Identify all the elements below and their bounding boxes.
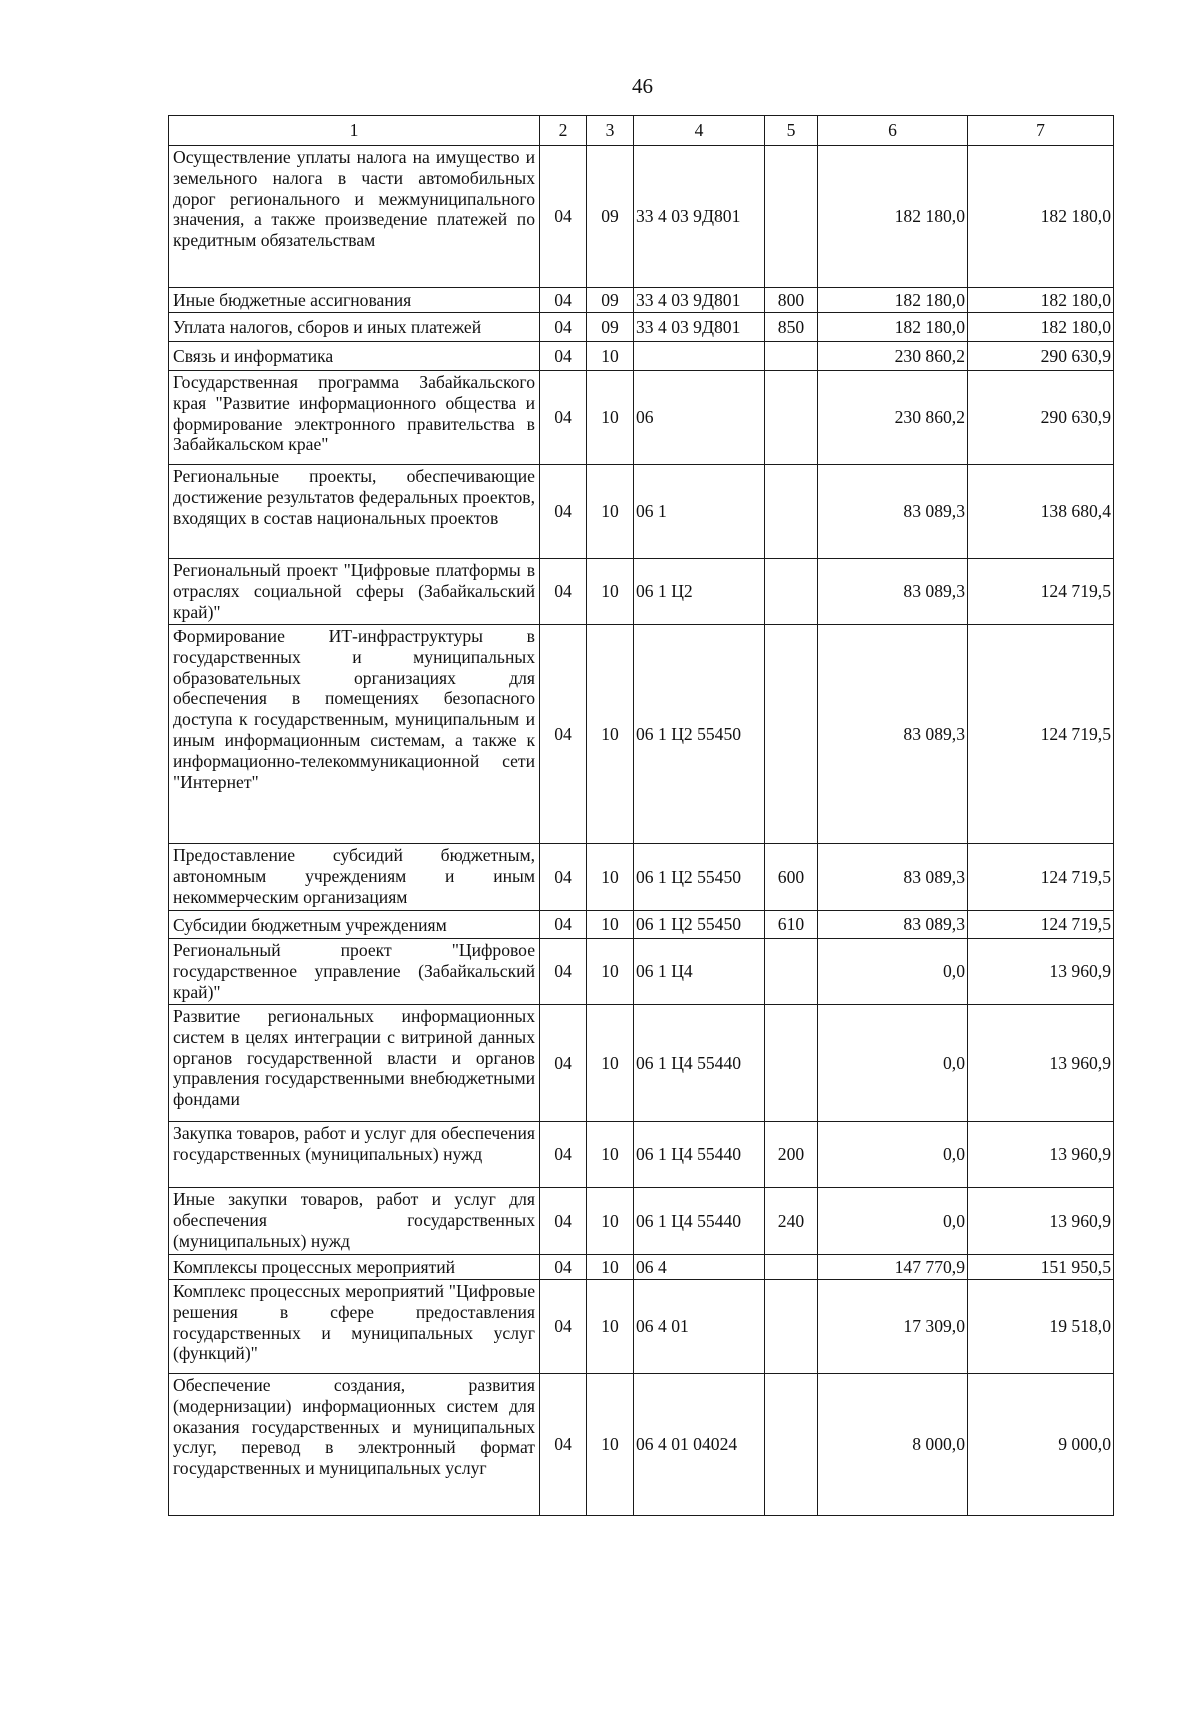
row-amount-col6-cell: 230 860,2 [818,371,968,465]
row-amount-col7-cell: 182 180,0 [968,146,1114,288]
row-section-cell: 04 [540,1005,587,1122]
row-name-cell: Осуществление уплаты налога на имущество и земельного налога в части автомобильных дорог регионального и межмуниципального значения, а также произведение платежей по кредитным обязательствам [169,146,540,288]
row-section-cell: 04 [540,1255,587,1280]
table-row [169,465,1114,559]
row-name-cell: Обеспечение создания, развития (модернизации) информационных систем для оказания государственных и муниципальных услуг, перевод в электронный формат государственных и муниципальных услуг [169,1374,540,1516]
row-section-cell: 04 [540,559,587,625]
row-subsection-cell: 10 [587,465,634,559]
table-row [169,939,1114,1005]
row-amount-col6-cell: 230 860,2 [818,342,968,371]
row-amount-col7-cell: 182 180,0 [968,288,1114,313]
row-name-cell: Субсидии бюджетным учреждениям [169,911,540,939]
row-section-cell: 04 [540,342,587,371]
row-name-cell: Иные закупки товаров, работ и услуг для обеспечения государственных (муниципальных) нужд [169,1188,540,1255]
row-subsection-cell: 10 [587,844,634,911]
table-row [169,1188,1114,1255]
row-subsection-cell: 10 [587,1005,634,1122]
page-number: 46 [632,74,653,98]
table-row [169,1374,1114,1516]
row-subsection-cell: 10 [587,911,634,939]
row-target-code-cell: 06 1 Ц4 55440 [634,1188,765,1255]
table-row [169,313,1114,342]
table-row [169,288,1114,313]
row-subsection-cell: 09 [587,146,634,288]
row-expense-type-cell [765,1280,818,1374]
row-amount-col6-cell: 147 770,9 [818,1255,968,1280]
row-section-cell: 04 [540,313,587,342]
row-amount-col7-cell: 124 719,5 [968,911,1114,939]
row-amount-col7-cell: 13 960,9 [968,1005,1114,1122]
row-expense-type-cell: 800 [765,288,818,313]
row-section-cell: 04 [540,844,587,911]
row-section-cell: 04 [540,371,587,465]
row-expense-type-cell: 600 [765,844,818,911]
table-row [169,844,1114,911]
row-amount-col6-cell: 0,0 [818,939,968,1005]
row-section-cell: 04 [540,939,587,1005]
table-row [169,342,1114,371]
row-subsection-cell: 10 [587,1255,634,1280]
row-section-cell: 04 [540,1280,587,1374]
row-name-cell: Государственная программа Забайкальского края "Развитие информационного общества и формирование электронного правительства в Забайкальском крае" [169,371,540,465]
row-section-cell: 04 [540,911,587,939]
row-amount-col7-cell: 9 000,0 [968,1374,1114,1516]
header-cell: 7 [968,116,1114,146]
row-target-code-cell: 06 1 Ц4 55440 [634,1005,765,1122]
row-amount-col7-cell: 182 180,0 [968,313,1114,342]
row-amount-col6-cell: 182 180,0 [818,288,968,313]
row-subsection-cell: 10 [587,1374,634,1516]
budget-table [168,115,1114,1516]
row-target-code-cell: 06 4 01 [634,1280,765,1374]
header-cell: 5 [765,116,818,146]
row-amount-col7-cell: 124 719,5 [968,559,1114,625]
row-amount-col7-cell: 290 630,9 [968,371,1114,465]
row-subsection-cell: 10 [587,1280,634,1374]
row-target-code-cell: 06 1 Ц4 [634,939,765,1005]
row-target-code-cell: 33 4 03 9Д801 [634,313,765,342]
row-expense-type-cell: 240 [765,1188,818,1255]
row-target-code-cell: 06 1 Ц2 [634,559,765,625]
row-amount-col6-cell: 83 089,3 [818,911,968,939]
table-row [169,1005,1114,1122]
row-expense-type-cell [765,342,818,371]
row-amount-col7-cell: 124 719,5 [968,844,1114,911]
header-cell: 1 [169,116,540,146]
table-row [169,1122,1114,1188]
table-row [169,1280,1114,1374]
table-row [169,559,1114,625]
row-amount-col7-cell: 19 518,0 [968,1280,1114,1374]
row-target-code-cell: 06 [634,371,765,465]
row-target-code-cell: 06 1 Ц2 55450 [634,625,765,844]
row-target-code-cell: 06 1 Ц4 55440 [634,1122,765,1188]
row-target-code-cell: 06 1 Ц2 55450 [634,911,765,939]
row-subsection-cell: 10 [587,939,634,1005]
table-row [169,1255,1114,1280]
row-amount-col6-cell: 0,0 [818,1188,968,1255]
row-section-cell: 04 [540,1122,587,1188]
row-subsection-cell: 10 [587,342,634,371]
row-name-cell: Закупка товаров, работ и услуг для обеспечения государственных (муниципальных) нужд [169,1122,540,1188]
row-name-cell: Развитие региональных информационных систем в целях интеграции с витриной данных органов государственной власти и органов управления государственными внебюджетными фондами [169,1005,540,1122]
row-amount-col7-cell: 151 950,5 [968,1255,1114,1280]
row-name-cell: Предоставление субсидий бюджетным, автономным учреждениям и иным некоммерческим организациям [169,844,540,911]
row-amount-col7-cell: 290 630,9 [968,342,1114,371]
row-expense-type-cell [765,939,818,1005]
row-amount-col7-cell: 13 960,9 [968,1188,1114,1255]
row-amount-col6-cell: 182 180,0 [818,146,968,288]
row-amount-col6-cell: 182 180,0 [818,313,968,342]
row-target-code-cell: 33 4 03 9Д801 [634,288,765,313]
row-amount-col7-cell: 13 960,9 [968,1122,1114,1188]
row-subsection-cell: 10 [587,625,634,844]
row-name-cell: Комплекс процессных мероприятий "Цифровые решения в сфере предоставления государственных и муниципальных услуг (функций)" [169,1280,540,1374]
row-expense-type-cell [765,559,818,625]
row-section-cell: 04 [540,1374,587,1516]
row-expense-type-cell [765,625,818,844]
table-row [169,911,1114,939]
table-row [169,625,1114,844]
row-expense-type-cell [765,1005,818,1122]
row-name-cell: Формирование ИТ-инфраструктуры в государственных и муниципальных образовательных организациях для обеспечения в помещениях безопасного доступа к государственным, муниципальным и иным информационным системам, а также к информационно-телекоммуникационной сети "Интернет" [169,625,540,844]
row-expense-type-cell: 200 [765,1122,818,1188]
row-amount-col6-cell: 0,0 [818,1122,968,1188]
row-name-cell: Региональные проекты, обеспечивающие достижение результатов федеральных проектов, входящих в состав национальных проектов [169,465,540,559]
row-target-code-cell: 06 4 [634,1255,765,1280]
row-amount-col6-cell: 17 309,0 [818,1280,968,1374]
row-name-cell: Уплата налогов, сборов и иных платежей [169,313,540,342]
row-name-cell: Связь и информатика [169,342,540,371]
header-cell: 3 [587,116,634,146]
row-subsection-cell: 09 [587,313,634,342]
row-subsection-cell: 09 [587,288,634,313]
row-section-cell: 04 [540,1188,587,1255]
row-section-cell: 04 [540,465,587,559]
row-target-code-cell [634,342,765,371]
row-expense-type-cell [765,1374,818,1516]
table-header-row [169,116,1114,146]
row-target-code-cell: 06 1 Ц2 55450 [634,844,765,911]
row-amount-col7-cell: 13 960,9 [968,939,1114,1005]
row-amount-col6-cell: 83 089,3 [818,625,968,844]
table-row [169,371,1114,465]
row-target-code-cell: 06 1 [634,465,765,559]
row-expense-type-cell [765,1255,818,1280]
row-name-cell: Региональный проект "Цифровое государственное управление (Забайкальский край)" [169,939,540,1005]
row-target-code-cell: 33 4 03 9Д801 [634,146,765,288]
row-amount-col6-cell: 83 089,3 [818,559,968,625]
header-cell: 2 [540,116,587,146]
row-expense-type-cell [765,371,818,465]
row-name-cell: Иные бюджетные ассигнования [169,288,540,313]
row-amount-col6-cell: 83 089,3 [818,465,968,559]
row-expense-type-cell [765,146,818,288]
table-row [169,146,1114,288]
row-expense-type-cell: 610 [765,911,818,939]
row-amount-col7-cell: 138 680,4 [968,465,1114,559]
row-subsection-cell: 10 [587,371,634,465]
row-target-code-cell: 06 4 01 04024 [634,1374,765,1516]
row-section-cell: 04 [540,625,587,844]
header-cell: 4 [634,116,765,146]
row-subsection-cell: 10 [587,1188,634,1255]
row-section-cell: 04 [540,146,587,288]
header-cell: 6 [818,116,968,146]
row-expense-type-cell: 850 [765,313,818,342]
row-amount-col6-cell: 0,0 [818,1005,968,1122]
row-expense-type-cell [765,465,818,559]
row-subsection-cell: 10 [587,559,634,625]
row-amount-col6-cell: 83 089,3 [818,844,968,911]
row-amount-col7-cell: 124 719,5 [968,625,1114,844]
row-name-cell: Комплексы процессных мероприятий [169,1255,540,1280]
row-name-cell: Региональный проект "Цифровые платформы в отраслях социальной сферы (Забайкальский край)" [169,559,540,625]
row-subsection-cell: 10 [587,1122,634,1188]
row-amount-col6-cell: 8 000,0 [818,1374,968,1516]
row-section-cell: 04 [540,288,587,313]
